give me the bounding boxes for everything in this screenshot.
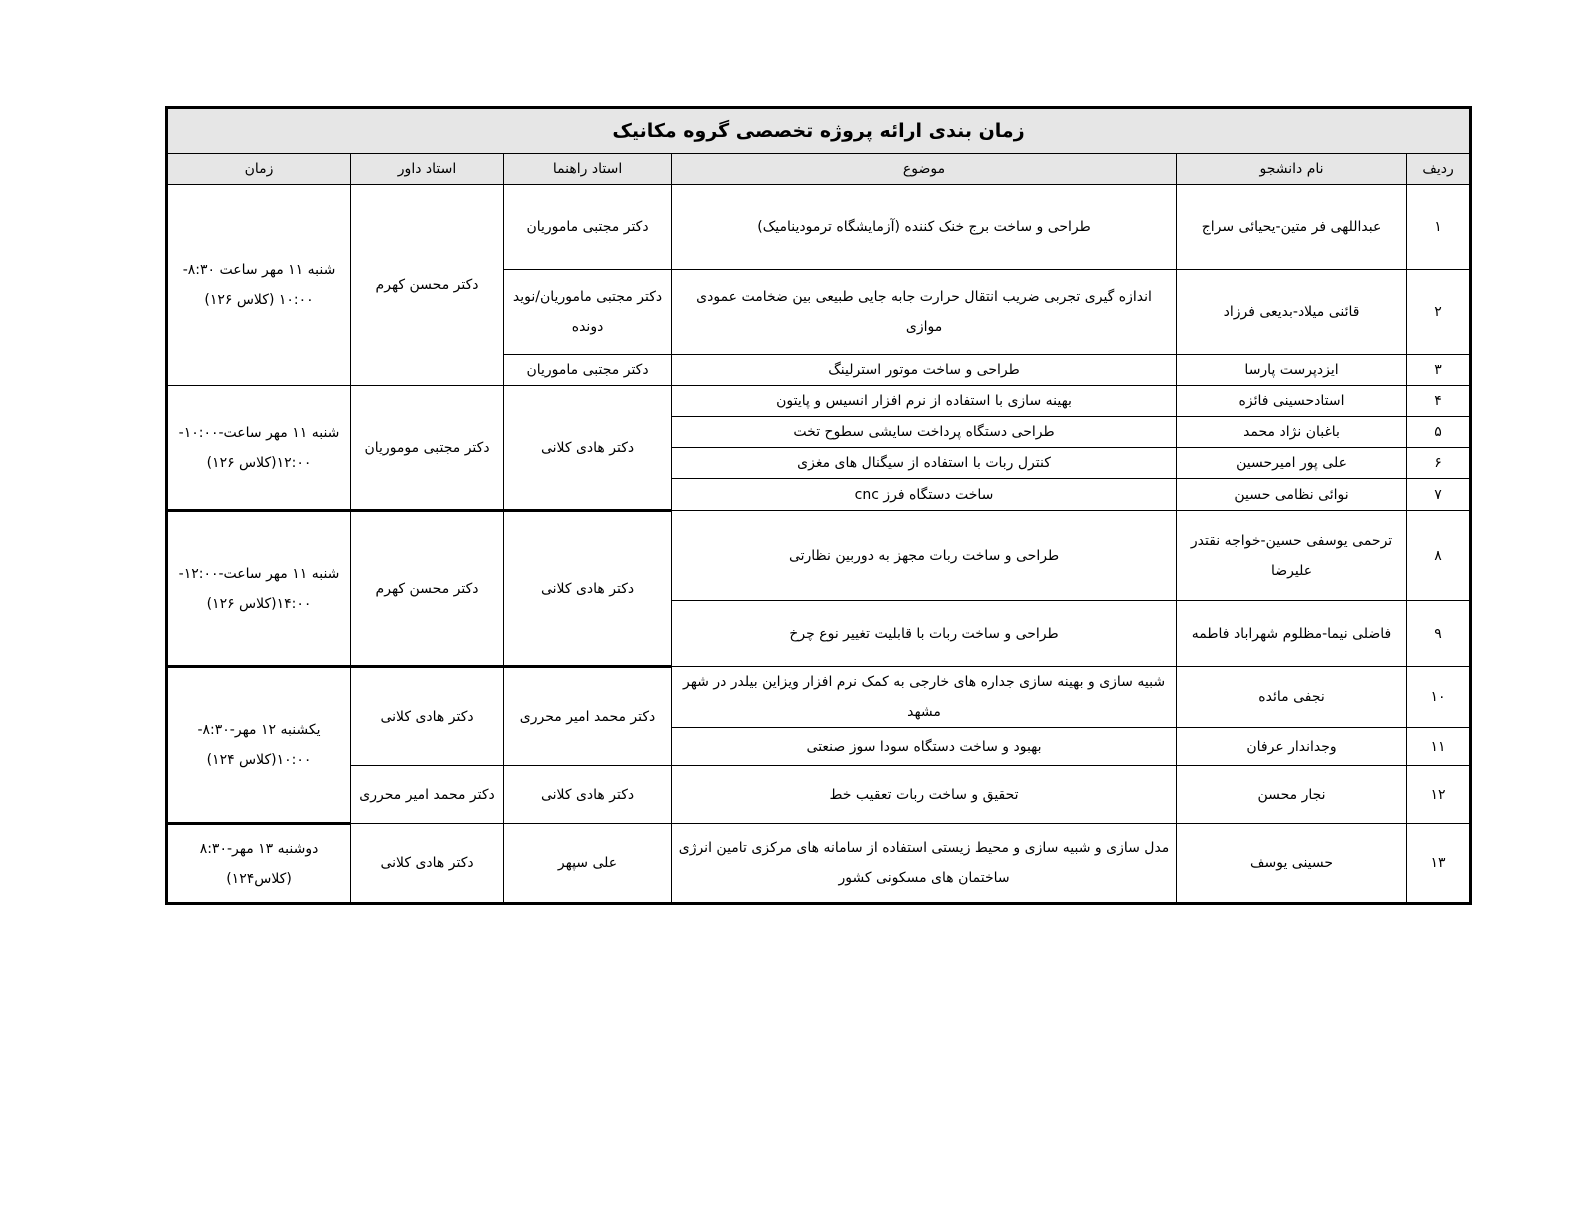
student-name: عبداللهی فر متین-یحیائی سراج <box>1177 185 1407 270</box>
referee-name: دکتر هادی کلانی <box>351 824 504 904</box>
student-name: باغبان نژاد محمد <box>1177 417 1407 448</box>
student-name: نجار محسن <box>1177 766 1407 824</box>
supervisor-name: دکتر مجتبی ماموریان <box>504 355 672 386</box>
header-supervisor: استاد راهنما <box>504 154 672 185</box>
table-row <box>167 824 1471 904</box>
supervisor-name: دکتر هادی کلانی <box>504 511 672 667</box>
student-name: ترحمی یوسفی حسین-خواجه نقتدر علیرضا <box>1177 511 1407 601</box>
schedule-table <box>165 106 1472 905</box>
presentation-time: شنبه ۱۱ مهر ساعت-۱۰:۰۰- ۱۲:۰۰(کلاس ۱۲۶) <box>167 386 351 511</box>
header-topic: موضوع <box>672 154 1177 185</box>
row-number: ۱۰ <box>1407 667 1471 728</box>
project-topic: مدل سازی و شبیه سازی و محیط زیستی استفاده از سامانه های مرکزی تامین انرژی ساختمان های مسکونی کشور <box>672 824 1177 904</box>
table-row <box>167 386 1471 417</box>
project-topic: تحقیق و ساخت ربات تعقیب خط <box>672 766 1177 824</box>
supervisor-name: دکتر هادی کلانی <box>504 766 672 824</box>
row-number: ۲ <box>1407 270 1471 355</box>
presentation-time: شنبه ۱۱ مهر ساعت-۱۲:۰۰- ۱۴:۰۰(کلاس ۱۲۶) <box>167 511 351 667</box>
table-row <box>167 667 1471 728</box>
student-name: قائنی میلاد-بدیعی فرزاد <box>1177 270 1407 355</box>
table-title: زمان بندی ارائه پروژه تخصصی گروه مکانیک <box>167 108 1471 154</box>
student-name: نوائی نظامی حسین <box>1177 479 1407 511</box>
row-number: ۴ <box>1407 386 1471 417</box>
supervisor-name: دکتر هادی کلانی <box>504 386 672 511</box>
row-number: ۹ <box>1407 601 1471 667</box>
row-number: ۵ <box>1407 417 1471 448</box>
header-referee: استاد داور <box>351 154 504 185</box>
student-name: فاضلی نیما-مظلوم شهراباد فاطمه <box>1177 601 1407 667</box>
student-name: ایزدپرست پارسا <box>1177 355 1407 386</box>
project-topic: طراحی و ساخت موتور استرلینگ <box>672 355 1177 386</box>
header-time: زمان <box>167 154 351 185</box>
table-row <box>167 185 1471 270</box>
project-topic: شبیه سازی و بهینه سازی جداره های خارجی به کمک نرم افزار ویزاین بیلدر در شهر مشهد <box>672 667 1177 728</box>
row-number: ۶ <box>1407 448 1471 479</box>
project-topic: اندازه گیری تجربی ضریب انتقال حرارت جابه جایی طبیعی بین ضخامت عمودی موازی <box>672 270 1177 355</box>
presentation-time: یکشنبه ۱۲ مهر-۸:۳۰- ۱۰:۰۰(کلاس ۱۲۴) <box>167 667 351 824</box>
student-name: نجفی مائده <box>1177 667 1407 728</box>
referee-name: دکتر محسن کهرم <box>351 185 504 386</box>
schedule-sheet <box>165 106 1469 905</box>
supervisor-name: دکتر محمد امیر محرری <box>504 667 672 766</box>
supervisor-name: علی سپهر <box>504 824 672 904</box>
presentation-time: دوشنبه ۱۳ مهر-۸:۳۰ (کلاس۱۲۴) <box>167 824 351 904</box>
header-row-no: ردیف <box>1407 154 1471 185</box>
row-number: ۱۲ <box>1407 766 1471 824</box>
row-number: ۱ <box>1407 185 1471 270</box>
referee-name: دکتر هادی کلانی <box>351 667 504 766</box>
project-topic: طراحی دستگاه پرداخت سایشی سطوح تخت <box>672 417 1177 448</box>
project-topic: طراحی و ساخت ربات مجهز به دوربین نظارتی <box>672 511 1177 601</box>
project-topic: کنترل ربات با استفاده از سیگنال های مغزی <box>672 448 1177 479</box>
table-row <box>167 511 1471 601</box>
row-number: ۸ <box>1407 511 1471 601</box>
row-number: ۱۳ <box>1407 824 1471 904</box>
table-row <box>167 766 1471 824</box>
header-row <box>167 154 1471 185</box>
referee-name: دکتر محمد امیر محرری <box>351 766 504 824</box>
row-number: ۳ <box>1407 355 1471 386</box>
student-name: حسینی یوسف <box>1177 824 1407 904</box>
header-student: نام دانشجو <box>1177 154 1407 185</box>
student-name: استادحسینی فائزه <box>1177 386 1407 417</box>
student-name: وجداندار عرفان <box>1177 728 1407 766</box>
project-topic: بهینه سازی با استفاده از نرم افزار انسیس و پایتون <box>672 386 1177 417</box>
project-topic: طراحی و ساخت ربات با قابلیت تغییر نوع چرخ <box>672 601 1177 667</box>
row-number: ۷ <box>1407 479 1471 511</box>
project-topic: بهبود و ساخت دستگاه سودا سوز صنعتی <box>672 728 1177 766</box>
referee-name: دکتر محسن کهرم <box>351 511 504 667</box>
row-number: ۱۱ <box>1407 728 1471 766</box>
presentation-time: شنبه ۱۱ مهر ساعت ۸:۳۰- ۱۰:۰۰ (کلاس ۱۲۶) <box>167 185 351 386</box>
project-topic: طراحی و ساخت برج خنک کننده (آزمایشگاه ترمودینامیک) <box>672 185 1177 270</box>
student-name: علی پور امیرحسین <box>1177 448 1407 479</box>
supervisor-name: دکتر مجتبی ماموریان/نوید دونده <box>504 270 672 355</box>
referee-name: دکتر مجتبی موموریان <box>351 386 504 511</box>
supervisor-name: دکتر مجتبی ماموریان <box>504 185 672 270</box>
project-topic: ساخت دستگاه فرز cnc <box>672 479 1177 511</box>
